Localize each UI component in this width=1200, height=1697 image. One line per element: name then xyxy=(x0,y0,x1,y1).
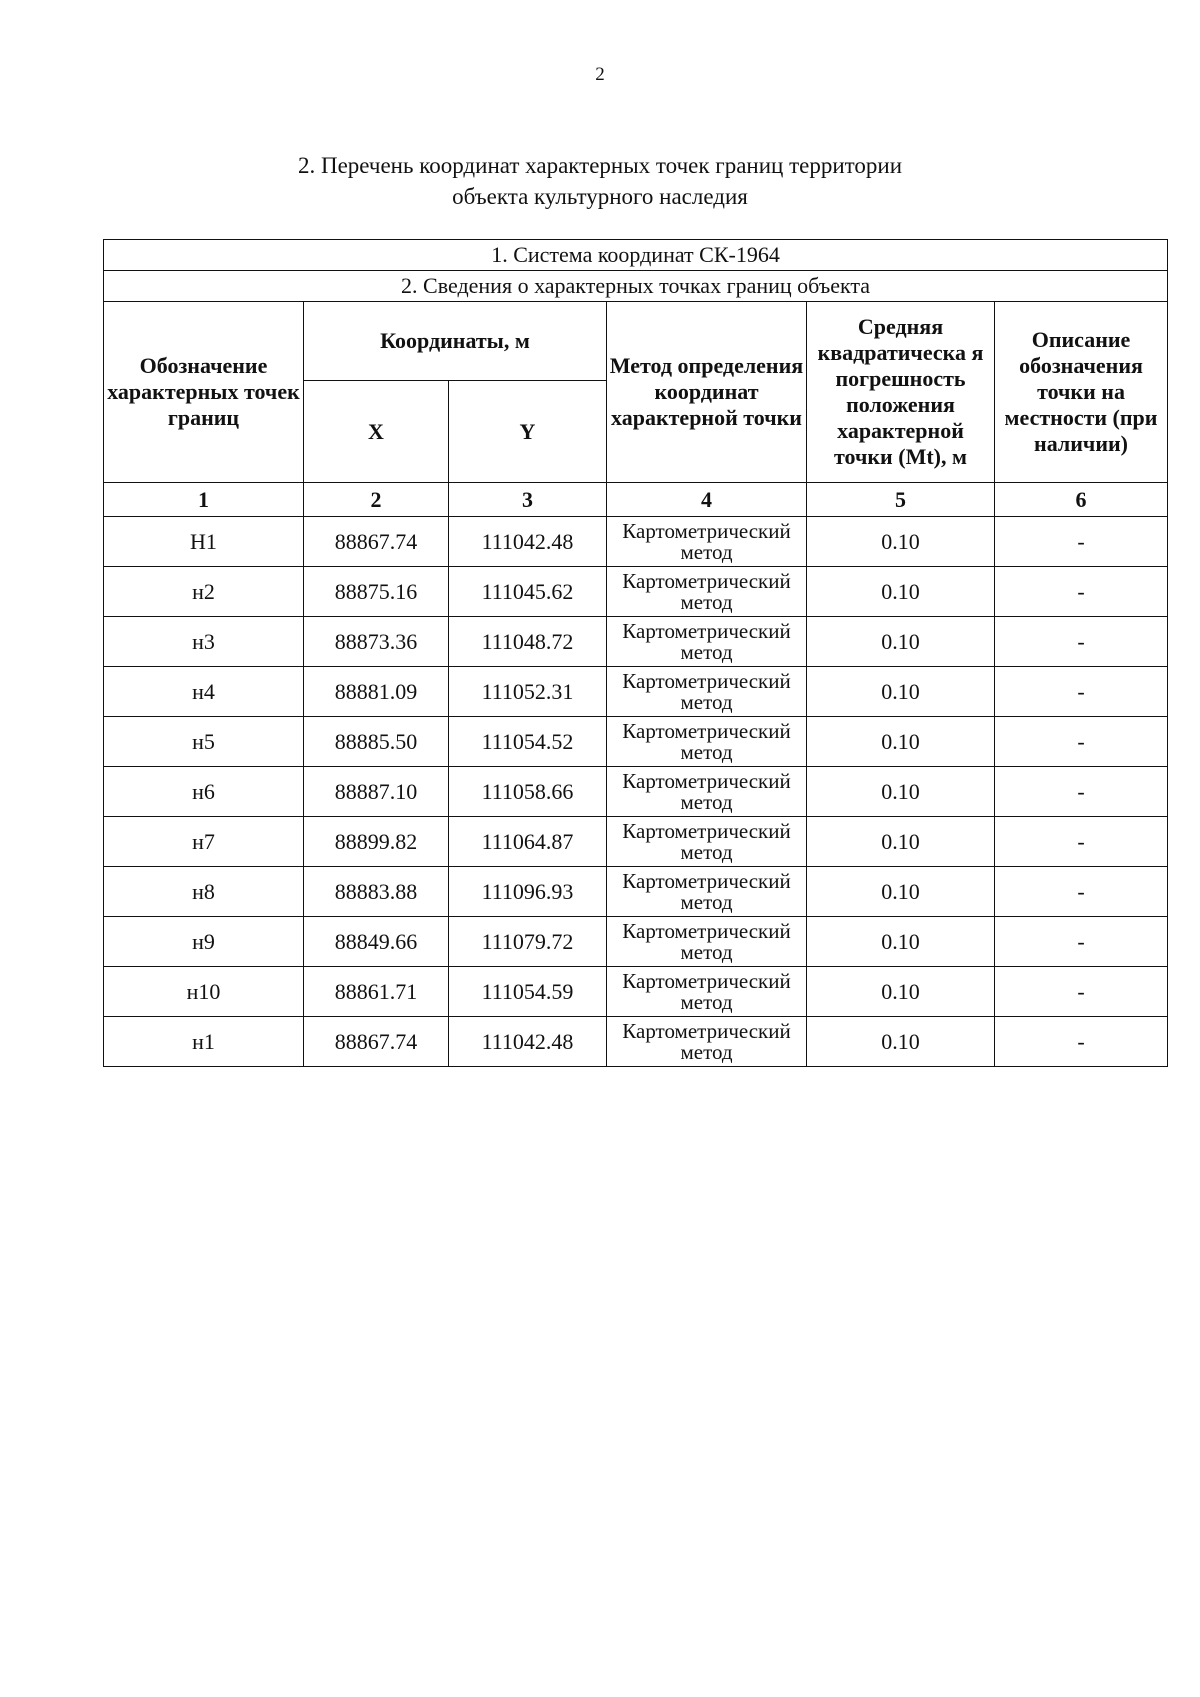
method-cell xyxy=(607,667,807,717)
description-cell: - xyxy=(995,967,1168,1017)
column-numbers-row xyxy=(104,483,1168,517)
point-designation-cell: н3 xyxy=(104,617,304,667)
error-cell: 0.10 xyxy=(807,567,995,617)
table-row xyxy=(104,517,1168,567)
method-cell xyxy=(607,867,807,917)
header-row-1 xyxy=(104,302,1168,381)
method-text: Картометрический метод xyxy=(622,818,791,864)
table-row xyxy=(104,1017,1168,1067)
method-cell xyxy=(607,1017,807,1067)
header-designation: Обозначение характерных точек границ xyxy=(104,302,304,483)
method-text: Картометрический метод xyxy=(622,518,791,564)
column-number: 3 xyxy=(449,483,607,517)
x-coordinate-cell: 88881.09 xyxy=(304,667,449,717)
error-cell: 0.10 xyxy=(807,917,995,967)
header-coordinates: Координаты, м xyxy=(304,302,607,381)
y-coordinate-cell: 111079.72 xyxy=(449,917,607,967)
error-cell: 0.10 xyxy=(807,817,995,867)
error-cell: 0.10 xyxy=(807,967,995,1017)
column-number: 2 xyxy=(304,483,449,517)
method-text: Картометрический метод xyxy=(622,668,791,714)
point-designation-cell: н2 xyxy=(104,567,304,617)
table-row xyxy=(104,917,1168,967)
column-number: 5 xyxy=(807,483,995,517)
description-cell: - xyxy=(995,717,1168,767)
description-cell: - xyxy=(995,667,1168,717)
method-text: Картометрический метод xyxy=(622,1018,791,1064)
description-cell: - xyxy=(995,767,1168,817)
point-designation-cell: н6 xyxy=(104,767,304,817)
point-designation-cell: н1 xyxy=(104,1017,304,1067)
table-row xyxy=(104,817,1168,867)
x-coordinate-cell: 88861.71 xyxy=(304,967,449,1017)
document-title xyxy=(0,150,1200,212)
table-row xyxy=(104,867,1168,917)
method-cell xyxy=(607,717,807,767)
method-cell xyxy=(607,817,807,867)
method-text: Картометрический метод xyxy=(622,868,791,914)
table-body xyxy=(104,240,1168,1067)
description-cell: - xyxy=(995,1017,1168,1067)
error-cell: 0.10 xyxy=(807,767,995,817)
column-number: 6 xyxy=(995,483,1168,517)
error-cell: 0.10 xyxy=(807,1017,995,1067)
table-row xyxy=(104,717,1168,767)
table-row xyxy=(104,767,1168,817)
y-coordinate-cell: 111096.93 xyxy=(449,867,607,917)
method-text: Картометрический метод xyxy=(622,718,791,764)
error-cell: 0.10 xyxy=(807,617,995,667)
y-coordinate-cell: 111045.62 xyxy=(449,567,607,617)
column-number: 1 xyxy=(104,483,304,517)
description-cell: - xyxy=(995,817,1168,867)
x-coordinate-cell: 88887.10 xyxy=(304,767,449,817)
error-cell: 0.10 xyxy=(807,717,995,767)
table-row xyxy=(104,567,1168,617)
method-cell xyxy=(607,567,807,617)
description-cell: - xyxy=(995,517,1168,567)
point-designation-cell: н4 xyxy=(104,667,304,717)
y-coordinate-cell: 111052.31 xyxy=(449,667,607,717)
y-coordinate-cell: 111054.52 xyxy=(449,717,607,767)
y-coordinate-cell: 111064.87 xyxy=(449,817,607,867)
description-cell: - xyxy=(995,567,1168,617)
point-designation-cell: н8 xyxy=(104,867,304,917)
x-coordinate-cell: 88873.36 xyxy=(304,617,449,667)
table-row xyxy=(104,617,1168,667)
header-x: X xyxy=(304,381,449,483)
header-error: Средняя квадратическа я погрешность положения характерной точки (Mt), м xyxy=(807,302,995,483)
header-description: Описание обозначения точки на местности (при наличии) xyxy=(995,302,1168,483)
point-designation-cell: н7 xyxy=(104,817,304,867)
method-text: Картометрический метод xyxy=(622,918,791,964)
point-designation-cell: Н1 xyxy=(104,517,304,567)
header-y: Y xyxy=(449,381,607,483)
error-cell: 0.10 xyxy=(807,867,995,917)
method-cell xyxy=(607,767,807,817)
header-method: Метод определения координат характерной точки xyxy=(607,302,807,483)
x-coordinate-cell: 88867.74 xyxy=(304,1017,449,1067)
x-coordinate-cell: 88875.16 xyxy=(304,567,449,617)
x-coordinate-cell: 88849.66 xyxy=(304,917,449,967)
y-coordinate-cell: 111048.72 xyxy=(449,617,607,667)
y-coordinate-cell: 111054.59 xyxy=(449,967,607,1017)
column-number: 4 xyxy=(607,483,807,517)
x-coordinate-cell: 88885.50 xyxy=(304,717,449,767)
section-label-row xyxy=(104,271,1168,302)
y-coordinate-cell: 111042.48 xyxy=(449,517,607,567)
method-text: Картометрический метод xyxy=(622,968,791,1014)
method-text: Картометрический метод xyxy=(622,618,791,664)
description-cell: - xyxy=(995,867,1168,917)
x-coordinate-cell: 88899.82 xyxy=(304,817,449,867)
table-row xyxy=(104,667,1168,717)
point-designation-cell: н10 xyxy=(104,967,304,1017)
title-line-1: 2. Перечень координат характерных точек границ территории xyxy=(297,153,903,178)
x-coordinate-cell: 88867.74 xyxy=(304,517,449,567)
method-text: Картометрический метод xyxy=(622,568,791,614)
point-designation-cell: н9 xyxy=(104,917,304,967)
page-number: 2 xyxy=(595,64,605,85)
method-text: Картометрический метод xyxy=(622,768,791,814)
section-label-cell: 2. Сведения о характерных точках границ объекта xyxy=(104,271,1168,302)
x-coordinate-cell: 88883.88 xyxy=(304,867,449,917)
method-cell xyxy=(607,967,807,1017)
y-coordinate-cell: 111058.66 xyxy=(449,767,607,817)
error-cell: 0.10 xyxy=(807,517,995,567)
coordinates-table xyxy=(103,239,1168,1067)
method-cell xyxy=(607,917,807,967)
description-cell: - xyxy=(995,917,1168,967)
point-designation-cell: н5 xyxy=(104,717,304,767)
y-coordinate-cell: 111042.48 xyxy=(449,1017,607,1067)
method-cell xyxy=(607,517,807,567)
table-row xyxy=(104,967,1168,1017)
coord-system-row xyxy=(104,240,1168,271)
description-cell: - xyxy=(995,617,1168,667)
method-cell xyxy=(607,617,807,667)
error-cell: 0.10 xyxy=(807,667,995,717)
title-line-2: объекта культурного наследия xyxy=(452,184,748,209)
coord-system-cell: 1. Система координат СК-1964 xyxy=(104,240,1168,271)
